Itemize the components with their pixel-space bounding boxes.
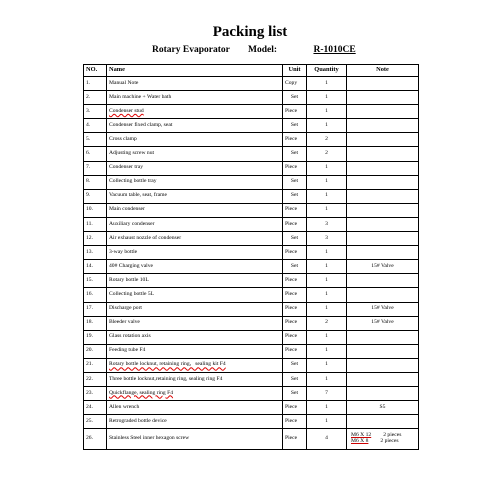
- row-number: 2.: [84, 91, 107, 105]
- row-name-text: 3-way bottle: [109, 248, 138, 255]
- row-quantity: 1: [307, 358, 347, 372]
- row-quantity: 1: [307, 401, 347, 415]
- table-row: [84, 105, 419, 119]
- table-row: [84, 260, 419, 274]
- row-note: [347, 175, 419, 189]
- row-name-text: Quickflange, sealing ring F4: [109, 389, 174, 396]
- row-quantity: 1: [307, 330, 347, 344]
- row-name-text: Vacuum table, seat, frame: [109, 192, 167, 199]
- row-quantity: 1: [307, 415, 347, 429]
- row-quantity: 1: [307, 274, 347, 288]
- row-quantity: 1: [307, 203, 347, 217]
- row-name-text: Condenser fixed clamp, seat: [109, 121, 173, 128]
- product-name: Rotary Evaporator: [152, 45, 230, 55]
- table-row: [84, 302, 419, 316]
- row-name: [107, 344, 283, 358]
- packing-table: [83, 64, 419, 450]
- row-quantity: 3: [307, 232, 347, 246]
- row-unit: Piece: [283, 344, 307, 358]
- row-name-text: Air exhaust nozzle of condenser: [109, 234, 182, 241]
- row-unit: Piece: [283, 330, 307, 344]
- row-number: 4.: [84, 119, 107, 133]
- model-label: Model:: [248, 45, 278, 55]
- table-row: [84, 189, 419, 203]
- table-row: [84, 316, 419, 330]
- row-number: 19.: [84, 330, 107, 344]
- row-note: [347, 147, 419, 161]
- table-row: [84, 91, 419, 105]
- row-name-text: Retrograded bottle device: [109, 417, 167, 424]
- row-name: [107, 260, 283, 274]
- row-name: [107, 91, 283, 105]
- row-quantity: 2: [307, 147, 347, 161]
- note-count: 2 pieces: [380, 438, 399, 445]
- row-number: 9.: [84, 189, 107, 203]
- row-unit: Piece: [283, 429, 307, 450]
- row-note: [347, 203, 419, 217]
- row-name: [107, 77, 283, 91]
- row-number: 21.: [84, 358, 107, 372]
- row-note: [347, 105, 419, 119]
- row-name-text: Stainless Steel inner hexagon screw: [109, 435, 190, 442]
- row-note: [347, 133, 419, 147]
- row-name: [107, 232, 283, 246]
- row-note: 15# Valve: [347, 302, 419, 316]
- header-note: Note: [347, 65, 419, 77]
- row-quantity: 3: [307, 217, 347, 231]
- table-header-row: [84, 65, 419, 77]
- row-name-text: Glass rotation axis: [109, 333, 151, 340]
- row-name-text: Allen wrench: [109, 403, 140, 410]
- row-quantity: 1: [307, 91, 347, 105]
- row-unit: Piece: [283, 217, 307, 231]
- row-name-text: Collecting bottle 5L: [109, 291, 155, 298]
- row-unit: Set: [283, 387, 307, 401]
- row-name: [107, 358, 283, 372]
- row-quantity: 2: [307, 316, 347, 330]
- row-note: [347, 387, 419, 401]
- row-name-text: Auxiliary condenser: [109, 220, 155, 227]
- table-row: [84, 358, 419, 372]
- row-number: 23.: [84, 387, 107, 401]
- table-row: [84, 147, 419, 161]
- row-name: [107, 274, 283, 288]
- row-number: 13.: [84, 246, 107, 260]
- row-note: [347, 429, 419, 450]
- row-note: [347, 161, 419, 175]
- row-name: [107, 203, 283, 217]
- row-unit: Piece: [283, 274, 307, 288]
- row-unit: Set: [283, 372, 307, 386]
- row-number: 10.: [84, 203, 107, 217]
- row-name: [107, 401, 283, 415]
- row-name-text: Collecting bottle tray: [109, 178, 157, 185]
- row-name-text: Main condenser: [109, 206, 145, 213]
- row-name-text: Condenser stud: [109, 107, 144, 114]
- row-number: 11.: [84, 217, 107, 231]
- row-quantity: 1: [307, 302, 347, 316]
- row-note: [347, 274, 419, 288]
- row-number: 1.: [84, 77, 107, 91]
- row-name-text: Main machine + Water bath: [109, 93, 172, 100]
- row-quantity: 1: [307, 77, 347, 91]
- table-row: [84, 119, 419, 133]
- table-row: [84, 387, 419, 401]
- row-name: [107, 105, 283, 119]
- row-note: [347, 372, 419, 386]
- row-name: [107, 147, 283, 161]
- row-name-text: Rotary bottle 10L: [109, 276, 149, 283]
- table-body: [84, 77, 419, 450]
- row-unit: Piece: [283, 401, 307, 415]
- row-note: [347, 415, 419, 429]
- note-spec: M6 X 8: [351, 438, 369, 445]
- row-quantity: 1: [307, 260, 347, 274]
- row-number: 22.: [84, 372, 107, 386]
- row-quantity: 1: [307, 161, 347, 175]
- table-row: [84, 232, 419, 246]
- row-unit: Set: [283, 147, 307, 161]
- row-number: 3.: [84, 105, 107, 119]
- table-row: [84, 401, 419, 415]
- row-name-text: Adjusting screw nut: [109, 150, 155, 157]
- row-name: [107, 288, 283, 302]
- row-name-text: Rotary bottle locknut, retaining ring，sealing kit F4: [109, 361, 226, 368]
- row-unit: Set: [283, 91, 307, 105]
- row-unit: Set: [283, 358, 307, 372]
- row-quantity: 4: [307, 429, 347, 450]
- row-unit: Piece: [283, 133, 307, 147]
- row-note: [347, 358, 419, 372]
- row-note: [347, 91, 419, 105]
- row-name: [107, 302, 283, 316]
- header-no: NO.: [84, 65, 107, 77]
- row-name: [107, 189, 283, 203]
- row-unit: Piece: [283, 316, 307, 330]
- row-name: [107, 119, 283, 133]
- page-title: Packing list: [212, 24, 288, 40]
- row-note: [347, 119, 419, 133]
- row-number: 26.: [84, 429, 107, 450]
- row-unit: Set: [283, 175, 307, 189]
- row-note: [347, 246, 419, 260]
- row-name: [107, 246, 283, 260]
- note-line: [349, 439, 416, 445]
- row-note: S5: [347, 401, 419, 415]
- row-unit: Piece: [283, 161, 307, 175]
- table-row: [84, 415, 419, 429]
- row-unit: Set: [283, 260, 307, 274]
- row-number: 16.: [84, 288, 107, 302]
- row-quantity: 7: [307, 387, 347, 401]
- row-note: [347, 344, 419, 358]
- note-count: 2 pieces: [383, 432, 402, 439]
- row-unit: Piece: [283, 288, 307, 302]
- row-name-text: 40# Charging valve: [109, 262, 154, 269]
- row-name-text: Condenser tray: [109, 164, 144, 171]
- row-number: 12.: [84, 232, 107, 246]
- row-number: 25.: [84, 415, 107, 429]
- row-note: [347, 330, 419, 344]
- row-name: [107, 387, 283, 401]
- row-name: [107, 217, 283, 231]
- row-quantity: 1: [307, 119, 347, 133]
- table-row: [84, 372, 419, 386]
- row-unit: Piece: [283, 203, 307, 217]
- row-name-text: Three bottle locknut,retaining ring, sealing ring F4: [109, 375, 223, 382]
- row-number: 5.: [84, 133, 107, 147]
- document-subtitle: [152, 45, 356, 55]
- row-unit: Piece: [283, 415, 307, 429]
- row-name: [107, 372, 283, 386]
- row-number: 17.: [84, 302, 107, 316]
- row-unit: Copy: [283, 77, 307, 91]
- row-quantity: 1: [307, 288, 347, 302]
- row-note: 15# Valve: [347, 260, 419, 274]
- row-name-text: Cross clamp: [109, 135, 137, 142]
- row-quantity: 1: [307, 372, 347, 386]
- row-name: [107, 415, 283, 429]
- table-row: [84, 246, 419, 260]
- row-unit: Set: [283, 232, 307, 246]
- row-name: [107, 316, 283, 330]
- row-number: 20.: [84, 344, 107, 358]
- row-quantity: 2: [307, 133, 347, 147]
- row-quantity: 1: [307, 246, 347, 260]
- table-row: [84, 161, 419, 175]
- row-note: 15# Valve: [347, 316, 419, 330]
- row-name: [107, 330, 283, 344]
- row-quantity: 1: [307, 344, 347, 358]
- row-unit: Piece: [283, 246, 307, 260]
- row-number: 15.: [84, 274, 107, 288]
- row-number: 6.: [84, 147, 107, 161]
- row-quantity: 1: [307, 105, 347, 119]
- header-quantity: Quantity: [307, 65, 347, 77]
- row-name: [107, 175, 283, 189]
- row-note: [347, 217, 419, 231]
- row-number: 7.: [84, 161, 107, 175]
- table-row: [84, 77, 419, 91]
- table-row: [84, 217, 419, 231]
- row-number: 14.: [84, 260, 107, 274]
- row-unit: Piece: [283, 302, 307, 316]
- table-row: [84, 429, 419, 450]
- row-name: [107, 133, 283, 147]
- row-name-text: Feeding tube F4: [109, 347, 146, 354]
- row-note: [347, 77, 419, 91]
- header-unit: Unit: [283, 65, 307, 77]
- row-number: 18.: [84, 316, 107, 330]
- table-row: [84, 203, 419, 217]
- table-row: [84, 175, 419, 189]
- table-row: [84, 330, 419, 344]
- row-note: [347, 189, 419, 203]
- row-unit: Set: [283, 189, 307, 203]
- row-name: [107, 161, 283, 175]
- row-note: [347, 232, 419, 246]
- table-row: [84, 133, 419, 147]
- row-quantity: 1: [307, 175, 347, 189]
- note-spec: M6 X 12: [351, 432, 372, 439]
- row-quantity: 1: [307, 189, 347, 203]
- row-number: 8.: [84, 175, 107, 189]
- row-name-text: Discharge port: [109, 305, 142, 312]
- table-row: [84, 344, 419, 358]
- model-value: R-1010CE: [313, 45, 356, 55]
- row-name-text: Bleeder valve: [109, 319, 140, 326]
- row-number: 24.: [84, 401, 107, 415]
- row-unit: Set: [283, 119, 307, 133]
- row-note: [347, 288, 419, 302]
- row-unit: Piece: [283, 105, 307, 119]
- table-row: [84, 288, 419, 302]
- row-name-text: Manual Note: [109, 79, 139, 86]
- row-name: [107, 429, 283, 450]
- table-row: [84, 274, 419, 288]
- header-name: Name: [107, 65, 283, 77]
